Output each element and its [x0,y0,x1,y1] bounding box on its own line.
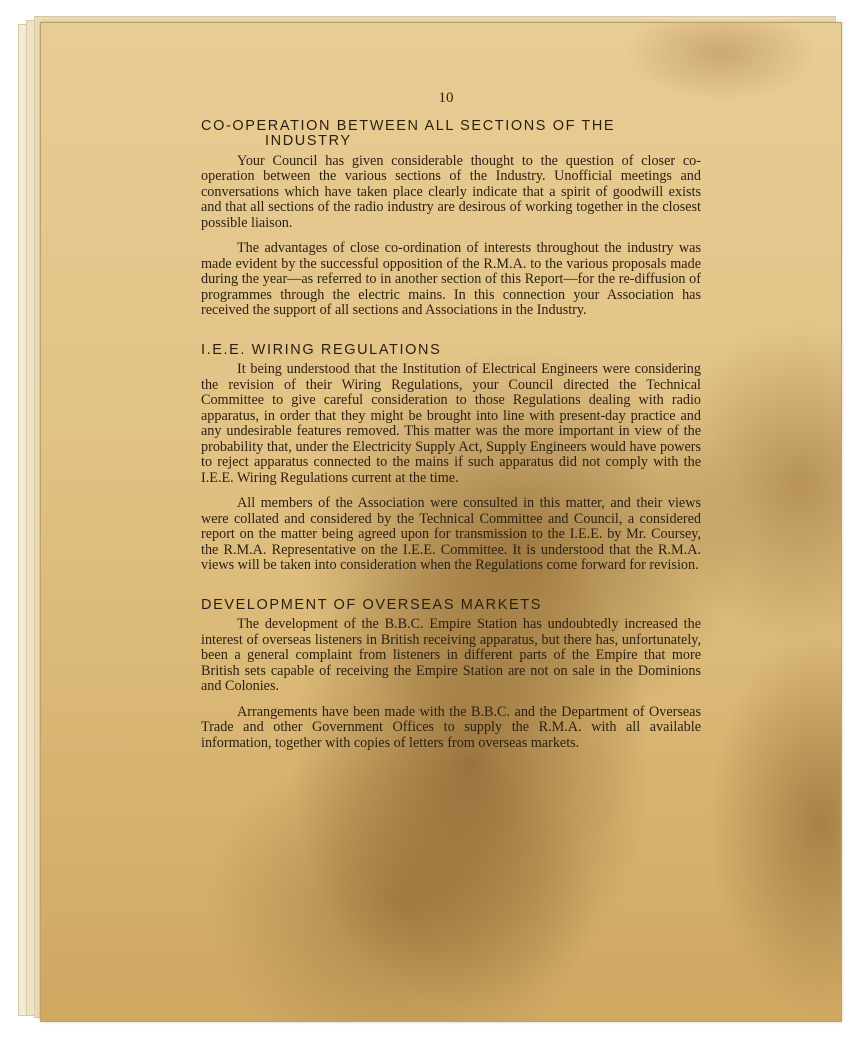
paragraph: Your Council has given considerable thought to the question of closer co-operation between the various sections of the Industry. Unofficial meetings and conversations which have taken place clearly indicate that a spirit of goodwill exists and that all sections of the radio industry are desirous of working together in the closest possible liaison. [201,152,701,231]
heading-line: CO-OPERATION BETWEEN ALL SECTIONS OF THE [201,117,616,134]
section-overseas-markets [201,598,701,752]
paragraph: Arrangements have been made with the B.B.C. and the Department of Overseas Trade and other Government Offices to supply the R.M.A. with all available information, together with copies of letters from overseas markets. [201,703,701,751]
paragraph: The advantages of close co-ordination of interests throughout the industry was made evident by the successful opposition of the R.M.A. to the various proposals made during the year—as referred to in another section of this Report—for the re-diffusion of programmes through the electric mains. In this connection your Association has received the support of all sections and Associations in the Industry. [201,240,701,318]
paragraph: The development of the B.B.C. Empire Station has undoubtedly increased the interest of overseas listeners in British receiving apparatus, but there has, unfortunately, been a general complaint from listeners in different parts of the Empire that more British sets capable of receiving the Empire Station are not on sale in the Dominions and Colonies. [201,616,701,694]
page-text [201,91,701,771]
section-heading: DEVELOPMENT OF OVERSEAS MARKETS [201,596,543,613]
section-co-operation [201,119,701,319]
section-heading: I.E.E. WIRING REGULATIONS [201,341,442,358]
paragraph: All members of the Association were consulted in this matter, and their views were collated and considered by the Technical Committee and Council, a considered report on the matter being agreed upon for transmission to the I.E.E. by Mr. Coursey, the R.M.A. Representative on the I.E.E. Committee. It is understood that the R.M.A. views will be taken into consideration when the Regulations come forward for revision. [201,495,701,573]
section-wiring-regulations [201,343,701,574]
section-heading [201,119,701,150]
report-page [40,22,842,1022]
page-number: 10 [438,90,454,106]
heading-line: INDUSTRY [265,133,352,149]
paragraph: It being understood that the Institution of Electrical Engineers were considering the revision of their Wiring Regulations, your Council directed the Technical Committee to give careful consideration to those Regulations dealing with radio apparatus, in order that they might be brought into line with present-day practice and any undesirable features removed. This matter was the more important in view of the probability that, under the Electricity Supply Act, Supply Engineers would have powers to reject apparatus connected to the mains if such apparatus did not comply with the I.E.E. Wiring Regulations current at the time. [201,361,701,486]
